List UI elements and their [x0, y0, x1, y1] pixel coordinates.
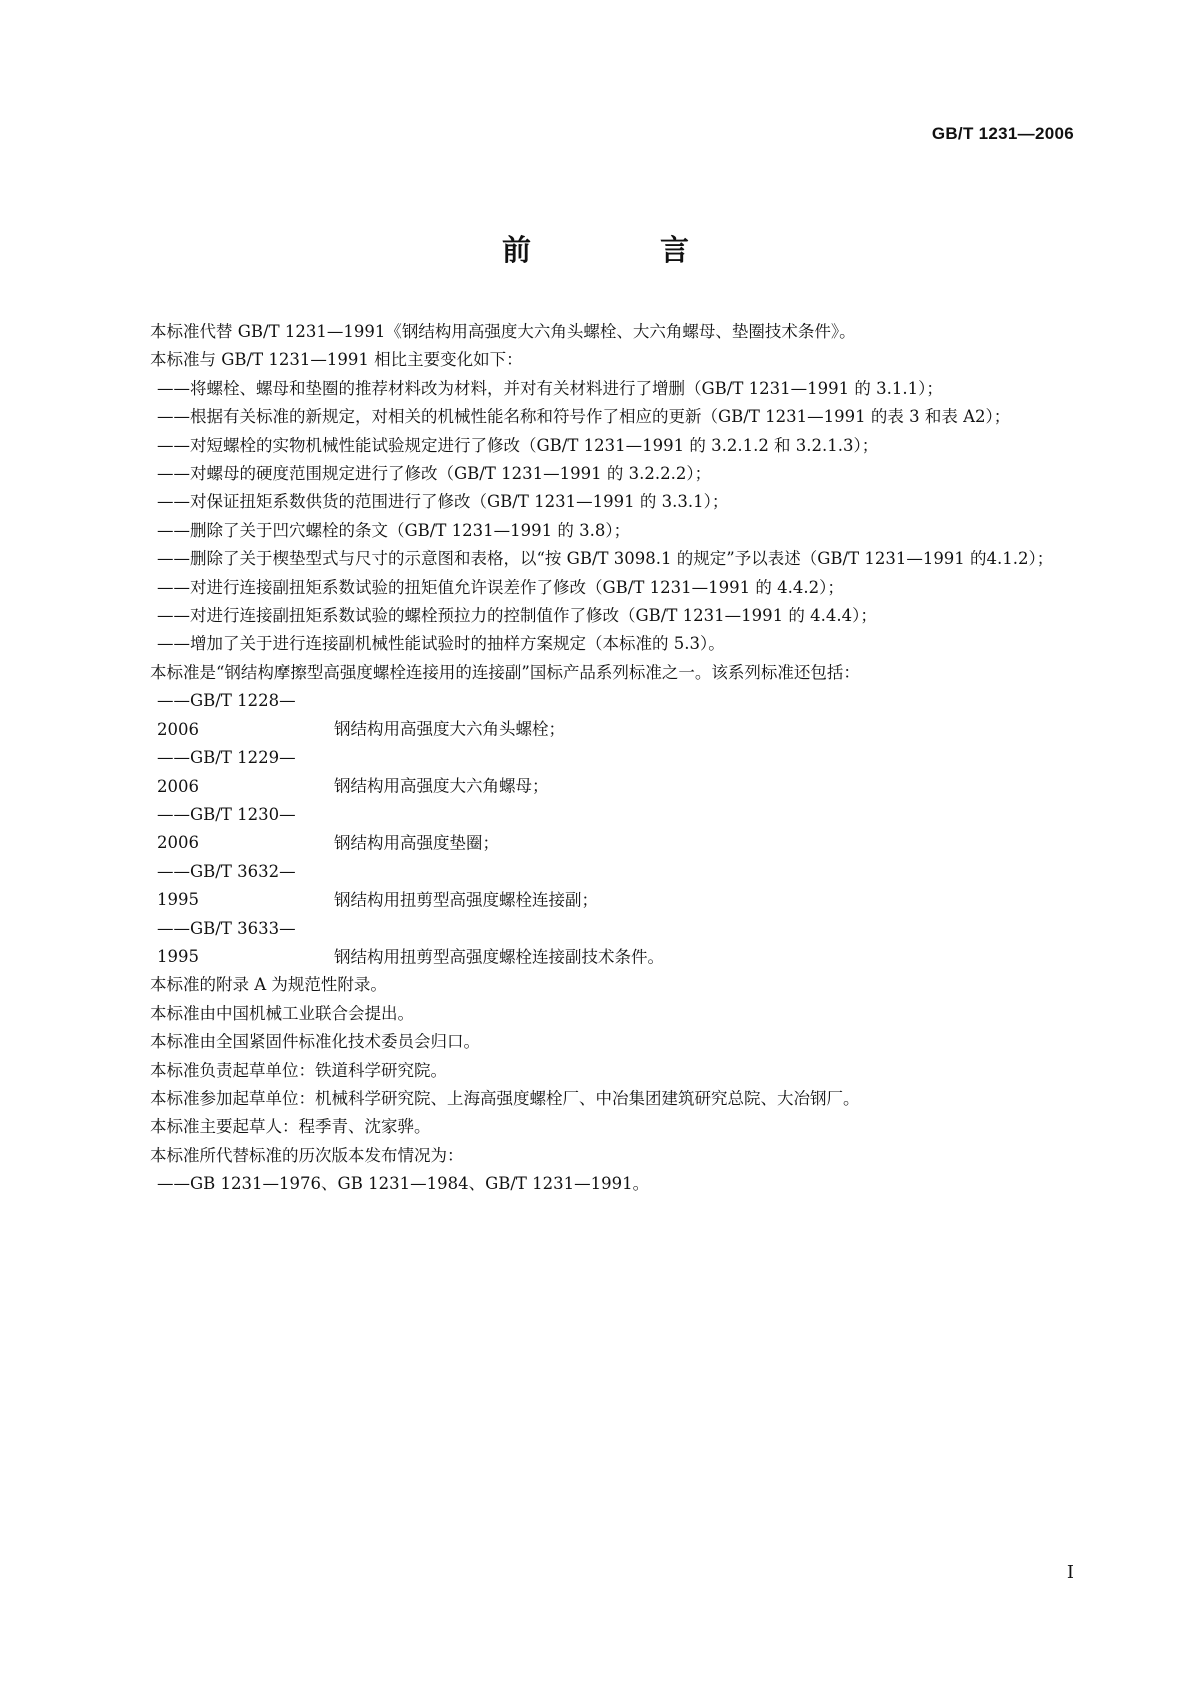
series-code: ——GB/T 1229—2006	[157, 748, 296, 796]
closing-paragraph: 本标准的附录 A 为规范性附录。	[150, 975, 387, 995]
change-item: ——对螺母的硬度范围规定进行了修改（GB/T 1231—1991 的 3.2.2.2）；	[157, 464, 712, 484]
change-item: ——对短螺栓的实物机械性能试验规定进行了修改（GB/T 1231—1991 的 3.2.1.2 和 3.2.1.3）；	[157, 435, 879, 455]
closing-paragraph: 本标准参加起草单位：机械科学研究院、上海高强度螺栓厂、中冶集团建筑研究总院、大冶钢厂。	[150, 1088, 860, 1108]
change-item: ——将螺栓、螺母和垫圈的推荐材料改为材料，并对有关材料进行了增删（GB/T 1231—1991 的 3.1.1）；	[157, 378, 943, 398]
intro-paragraph: 本标准代替 GB/T 1231—1991《钢结构用高强度大六角头螺栓、大六角螺母、垫圈技术条件》。	[150, 322, 856, 341]
series-code: ——GB/T 3632—1995	[157, 861, 296, 910]
change-item: ——对保证扭矩系数供货的范围进行了修改（GB/T 1231—1991 的 3.3.1）；	[157, 492, 729, 512]
series-code: ——GB/T 1230—2006	[157, 804, 296, 853]
series-name: 钢结构用高强度大六角螺母；	[334, 776, 549, 796]
intro-paragraph: 本标准与 GB/T 1231—1991 相比主要变化如下：	[150, 350, 523, 370]
series-code: ——GB/T 3633—1995	[157, 918, 296, 966]
series-item	[117, 858, 1055, 915]
change-item: ——根据有关标准的新规定，对相关的机械性能名称和符号作了相应的更新（GB/T 1231—1991 的表 3 和表 A2）；	[157, 407, 1011, 427]
closing-paragraph: 本标准负责起草单位：铁道科学研究院。	[150, 1060, 447, 1080]
page-title: 前 言	[501, 233, 739, 267]
series-name: 钢结构用高强度垫圈；	[334, 833, 499, 853]
closing-paragraph: 本标准所代替标准的历次版本发布情况为：	[150, 1145, 464, 1165]
series-item	[117, 801, 1055, 858]
preface-body	[117, 318, 1055, 1199]
change-item: ——对进行连接副扭矩系数试验的扭矩值允许误差作了修改（GB/T 1231—1991 的 4.4.2）；	[157, 577, 844, 597]
closing-paragraph: 本标准由全国紧固件标准化技术委员会归口。	[150, 1032, 480, 1052]
series-intro: 本标准是“钢结构摩擦型高强度螺栓连接用的连接副”国标产品系列标准之一。该系列标准还包括：	[150, 662, 860, 682]
series-item	[117, 915, 1055, 972]
history-item: ——GB 1231—1976、GB 1231—1984、GB/T 1231—1991。	[157, 1174, 650, 1194]
series-code: ——GB/T 1228—2006	[157, 691, 296, 739]
change-item: ——删除了关于楔垫型式与尺寸的示意图和表格，以“按 GB/T 3098.1 的规定”予以表述（GB/T 1231—1991 的4.1.2）；	[157, 549, 1054, 569]
change-item: ——对进行连接副扭矩系数试验的螺栓预拉力的控制值作了修改（GB/T 1231—1991 的 4.4.4）；	[157, 606, 877, 626]
standard-code: GB/T 1231—2006	[931, 124, 1074, 143]
series-name: 钢结构用高强度大六角头螺栓；	[334, 719, 565, 739]
change-item: ——删除了关于凹穴螺栓的条文（GB/T 1231—1991 的 3.8）；	[157, 520, 631, 540]
series-item	[117, 687, 1055, 744]
page-number: I	[1066, 1562, 1074, 1583]
series-item	[117, 744, 1055, 801]
series-name: 钢结构用扭剪型高强度螺栓连接副技术条件。	[334, 946, 664, 966]
change-item: ——增加了关于进行连接副机械性能试验时的抽样方案规定（本标准的 5.3）。	[157, 634, 725, 654]
closing-paragraph: 本标准主要起草人：程季青、沈家骅。	[150, 1117, 431, 1137]
closing-paragraph: 本标准由中国机械工业联合会提出。	[150, 1003, 414, 1023]
series-name: 钢结构用扭剪型高强度螺栓连接副；	[334, 890, 598, 910]
